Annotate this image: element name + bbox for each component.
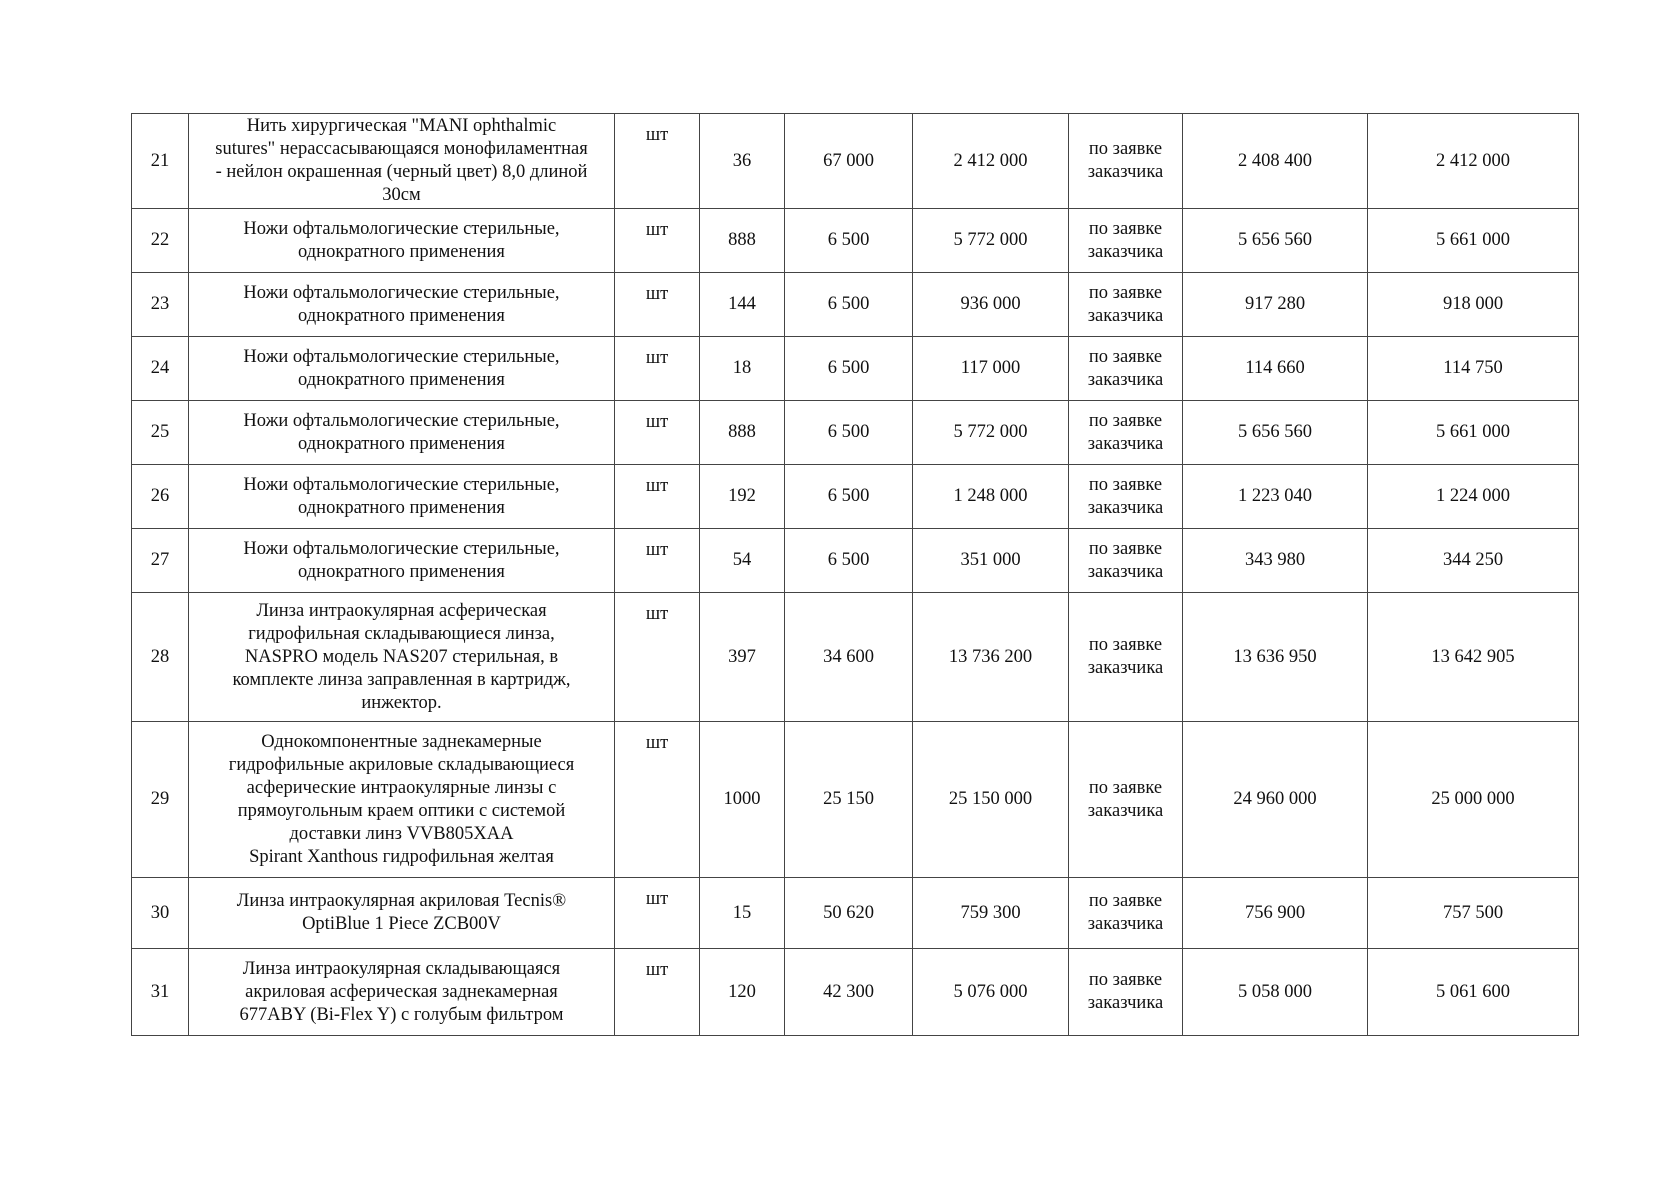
item-name-line: акриловая асферическая заднекамерная [245, 981, 558, 1002]
quantity-cell: 36 [700, 114, 785, 209]
total-cell: 936 000 [913, 273, 1069, 337]
bid-2-cell: 5 661 000 [1368, 401, 1579, 465]
delivery-terms-line: по заявке [1088, 970, 1163, 990]
delivery-terms-line: по заявке [1088, 635, 1163, 655]
bid-2-cell: 1 224 000 [1368, 465, 1579, 529]
item-name-line: Линза интраокулярная акриловая Tecnis® [236, 891, 567, 911]
item-name-line: однократного применения [298, 369, 505, 390]
unit-cell: шт [615, 337, 700, 401]
delivery-terms [1069, 401, 1183, 465]
row-number: 23 [132, 273, 189, 337]
unit-cell: шт [615, 949, 700, 1036]
bid-1-cell: 917 280 [1183, 273, 1368, 337]
delivery-terms-line: по заявке [1088, 538, 1163, 559]
delivery-terms [1069, 722, 1183, 878]
quantity-cell: 888 [700, 401, 785, 465]
item-name [189, 529, 615, 593]
row-number: 26 [132, 465, 189, 529]
quantity-cell: 1000 [700, 722, 785, 878]
unit-price-cell: 34 600 [785, 593, 913, 722]
delivery-terms-line: заказчика [1087, 914, 1164, 934]
bid-1-cell: 2 408 400 [1183, 114, 1368, 209]
item-name-line: OptiBlue 1 Piece ZCB00V [302, 914, 501, 934]
item-name-line: доставки линз VVB805XAA [289, 823, 514, 844]
bid-2-cell: 25 000 000 [1368, 722, 1579, 878]
delivery-terms-line: по заявке [1088, 139, 1163, 159]
delivery-terms-line: по заявке [1088, 218, 1163, 239]
row-number: 22 [132, 209, 189, 273]
unit-price-cell: 6 500 [785, 529, 913, 593]
delivery-terms [1069, 209, 1183, 273]
item-name-line: 30см [382, 185, 421, 205]
table-row [132, 722, 1579, 878]
unit-price-cell: 42 300 [785, 949, 913, 1036]
item-name-line: - нейлон окрашенная (черный цвет) 8,0 длиной [215, 162, 588, 182]
delivery-terms [1069, 878, 1183, 949]
item-name-line: Spirant Xanthous гидрофильная желтая [249, 846, 554, 867]
total-cell: 5 772 000 [913, 401, 1069, 465]
row-number: 21 [132, 114, 189, 209]
bid-2-cell: 13 642 905 [1368, 593, 1579, 722]
unit-cell: шт [615, 114, 700, 209]
item-name-line: прямоугольным краем оптики с системой [237, 800, 566, 821]
unit-price-cell: 6 500 [785, 465, 913, 529]
item-name-line: однократного применения [298, 241, 505, 262]
item-name-line: однократного применения [298, 561, 505, 582]
row-number: 24 [132, 337, 189, 401]
bid-2-cell: 114 750 [1368, 337, 1579, 401]
unit-cell: шт [615, 465, 700, 529]
unit-cell: шт [615, 878, 700, 949]
quantity-cell: 120 [700, 949, 785, 1036]
quantity-cell: 888 [700, 209, 785, 273]
item-name-line: Ножи офтальмологические стерильные, [243, 346, 560, 367]
item-name-line: Ножи офтальмологические стерильные, [243, 538, 560, 559]
unit-cell: шт [615, 209, 700, 273]
total-cell: 5 076 000 [913, 949, 1069, 1036]
item-name-line: однократного применения [298, 433, 505, 454]
item-name-line: sutures" нерассасывающаяся монофиламентная [215, 139, 588, 159]
item-name [189, 114, 615, 209]
total-cell: 2 412 000 [913, 114, 1069, 209]
bid-1-cell: 756 900 [1183, 878, 1368, 949]
item-name-line: асферические интраокулярные линзы с [246, 777, 557, 798]
quantity-cell: 15 [700, 878, 785, 949]
quantity-cell: 18 [700, 337, 785, 401]
total-cell: 117 000 [913, 337, 1069, 401]
item-name [189, 878, 615, 949]
delivery-terms-line: заказчика [1087, 800, 1164, 821]
table-row [132, 337, 1579, 401]
total-cell: 351 000 [913, 529, 1069, 593]
delivery-terms-line: по заявке [1088, 410, 1163, 431]
bid-1-cell: 343 980 [1183, 529, 1368, 593]
bid-2-cell: 5 061 600 [1368, 949, 1579, 1036]
item-name [189, 209, 615, 273]
item-name-line: Линза интраокулярная складывающаяся [242, 958, 561, 979]
delivery-terms-line: по заявке [1088, 346, 1163, 367]
delivery-terms-line: заказчика [1087, 561, 1164, 582]
bid-1-cell: 24 960 000 [1183, 722, 1368, 878]
delivery-terms-line: заказчика [1087, 497, 1164, 518]
item-name [189, 722, 615, 878]
item-name-line: NASPRO модель NAS207 стерильная, в [244, 646, 559, 667]
bid-1-cell: 1 223 040 [1183, 465, 1368, 529]
delivery-terms-line: заказчика [1087, 993, 1164, 1013]
bid-2-cell: 5 661 000 [1368, 209, 1579, 273]
unit-cell: шт [615, 593, 700, 722]
row-number: 30 [132, 878, 189, 949]
item-name [189, 273, 615, 337]
delivery-terms-line: заказчика [1087, 369, 1164, 390]
table-row [132, 593, 1579, 722]
delivery-terms-line: заказчика [1087, 162, 1164, 182]
unit-cell: шт [615, 529, 700, 593]
quantity-cell: 54 [700, 529, 785, 593]
table-body [132, 114, 1579, 1036]
delivery-terms [1069, 337, 1183, 401]
item-name-line: однократного применения [298, 497, 505, 518]
item-name-line: однократного применения [298, 305, 505, 326]
unit-price-cell: 6 500 [785, 209, 913, 273]
item-name-line: Ножи офтальмологические стерильные, [243, 410, 560, 431]
bid-2-cell: 918 000 [1368, 273, 1579, 337]
table-row [132, 878, 1579, 949]
unit-price-cell: 6 500 [785, 273, 913, 337]
item-name-line: Ножи офтальмологические стерильные, [243, 282, 560, 303]
unit-price-cell: 25 150 [785, 722, 913, 878]
procurement-table [131, 113, 1579, 1036]
item-name-line: Линза интраокулярная асферическая [256, 600, 547, 621]
table-row [132, 949, 1579, 1036]
delivery-terms-line: заказчика [1087, 433, 1164, 454]
item-name-line: 677ABY (Bi-Flex Y) с голубым фильтром [239, 1004, 564, 1025]
item-name [189, 465, 615, 529]
delivery-terms-line: по заявке [1088, 777, 1163, 798]
bid-2-cell: 757 500 [1368, 878, 1579, 949]
table-row [132, 209, 1579, 273]
delivery-terms-line: по заявке [1088, 474, 1163, 495]
item-name-line: гидрофильные акриловые складывающиеся [228, 754, 575, 775]
delivery-terms [1069, 593, 1183, 722]
bid-1-cell: 13 636 950 [1183, 593, 1368, 722]
bid-2-cell: 2 412 000 [1368, 114, 1579, 209]
unit-price-cell: 67 000 [785, 114, 913, 209]
item-name-line: Однокомпонентные заднекамерные [261, 731, 542, 752]
delivery-terms-line: по заявке [1088, 891, 1163, 911]
unit-price-cell: 6 500 [785, 401, 913, 465]
quantity-cell: 397 [700, 593, 785, 722]
delivery-terms [1069, 529, 1183, 593]
row-number: 28 [132, 593, 189, 722]
quantity-cell: 144 [700, 273, 785, 337]
item-name-line: гидрофильная складывающиеся линза, [248, 623, 555, 644]
delivery-terms [1069, 465, 1183, 529]
item-name [189, 593, 615, 722]
unit-price-cell: 50 620 [785, 878, 913, 949]
delivery-terms [1069, 273, 1183, 337]
item-name [189, 401, 615, 465]
total-cell: 5 772 000 [913, 209, 1069, 273]
table-row [132, 465, 1579, 529]
total-cell: 25 150 000 [913, 722, 1069, 878]
bid-2-cell: 344 250 [1368, 529, 1579, 593]
delivery-terms [1069, 114, 1183, 209]
total-cell: 759 300 [913, 878, 1069, 949]
item-name [189, 949, 615, 1036]
bid-1-cell: 5 058 000 [1183, 949, 1368, 1036]
item-name-line: Ножи офтальмологические стерильные, [243, 218, 560, 239]
unit-cell: шт [615, 722, 700, 878]
bid-1-cell: 5 656 560 [1183, 401, 1368, 465]
table-row [132, 114, 1579, 209]
item-name-line: Ножи офтальмологические стерильные, [243, 474, 560, 495]
delivery-terms [1069, 949, 1183, 1036]
row-number: 31 [132, 949, 189, 1036]
table-row [132, 529, 1579, 593]
delivery-terms-line: заказчика [1087, 305, 1164, 326]
unit-cell: шт [615, 401, 700, 465]
bid-1-cell: 5 656 560 [1183, 209, 1368, 273]
unit-price-cell: 6 500 [785, 337, 913, 401]
quantity-cell: 192 [700, 465, 785, 529]
item-name-line: комплекте линза заправленная в картридж, [232, 669, 571, 690]
item-name-line: Нить хирургическая "MANI ophthalmic [246, 116, 557, 136]
delivery-terms-line: заказчика [1087, 658, 1164, 678]
item-name [189, 337, 615, 401]
row-number: 27 [132, 529, 189, 593]
row-number: 25 [132, 401, 189, 465]
table-row [132, 401, 1579, 465]
total-cell: 1 248 000 [913, 465, 1069, 529]
table-row [132, 273, 1579, 337]
row-number: 29 [132, 722, 189, 878]
delivery-terms-line: заказчика [1087, 241, 1164, 262]
delivery-terms-line: по заявке [1088, 282, 1163, 303]
bid-1-cell: 114 660 [1183, 337, 1368, 401]
item-name-line: инжектор. [361, 692, 442, 713]
total-cell: 13 736 200 [913, 593, 1069, 722]
unit-cell: шт [615, 273, 700, 337]
